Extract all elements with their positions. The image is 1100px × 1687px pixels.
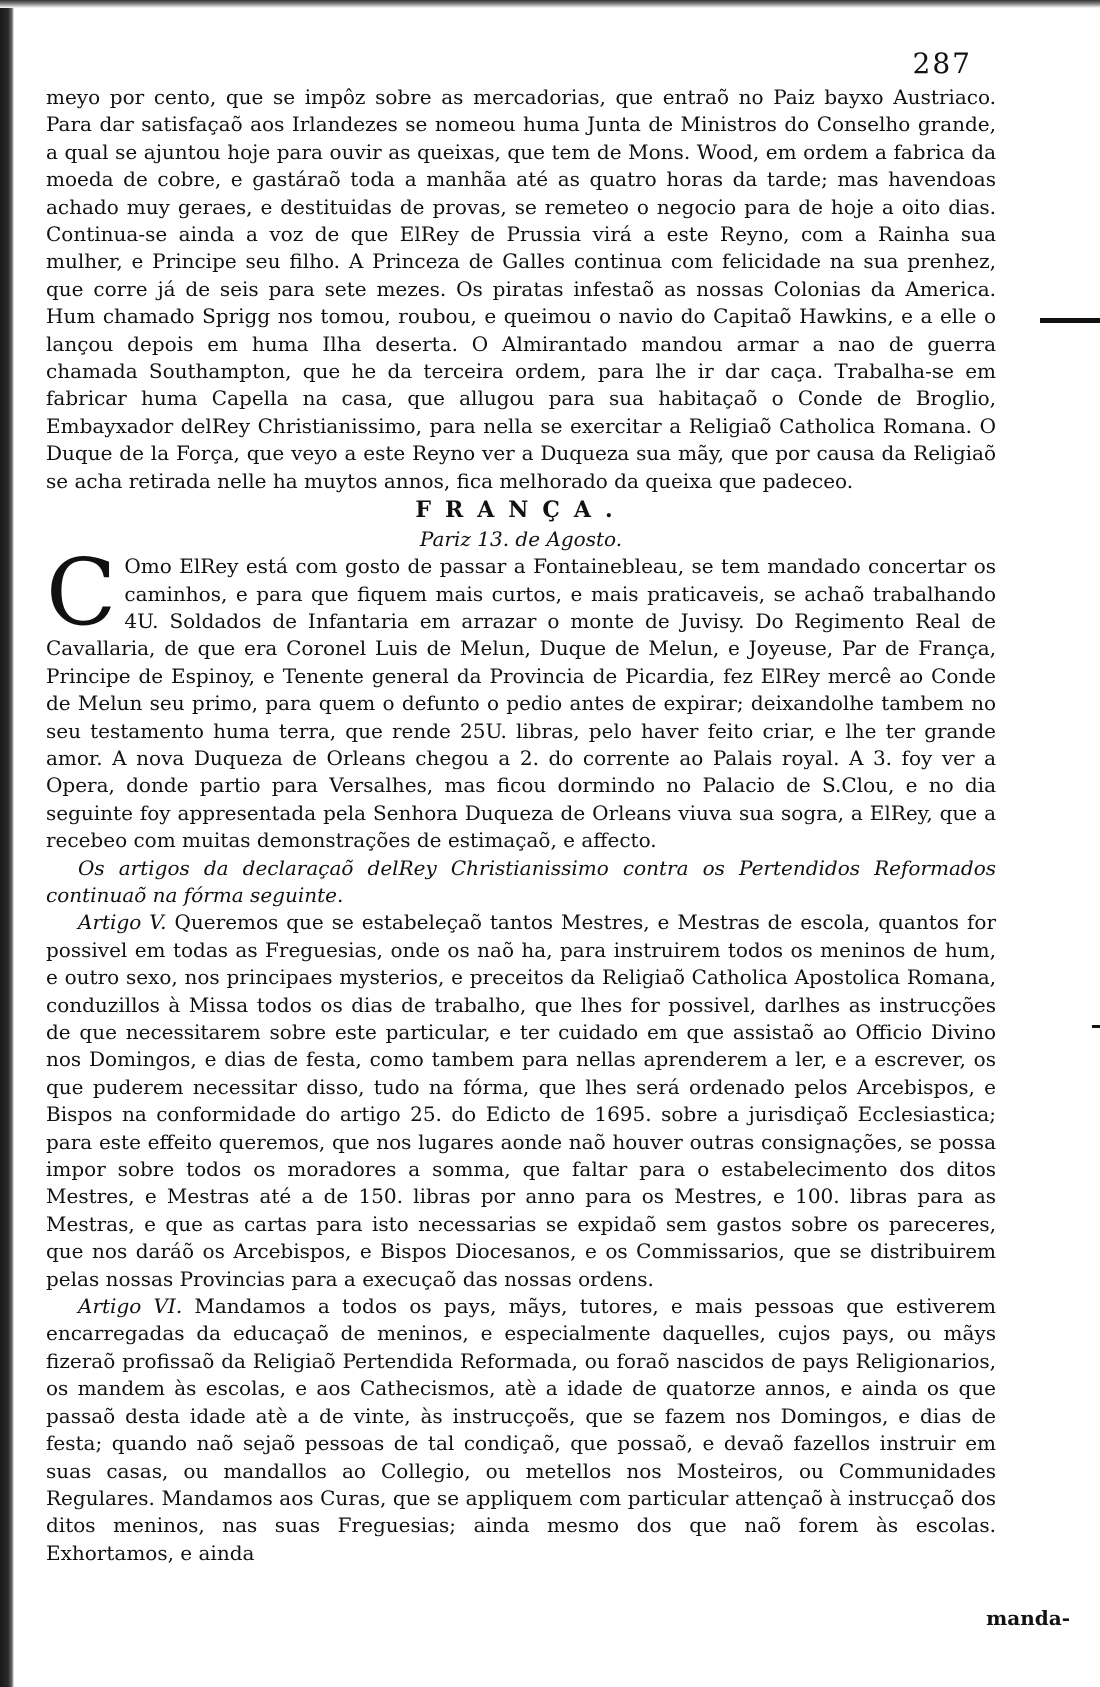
gazette-page <box>46 40 996 1670</box>
margin-ink-mark <box>1040 318 1100 323</box>
article-text: Queremos que se estabeleçaõ tantos Mestres, e Mestras de escola, quantos for possivel em todas as Freguesias, onde os naõ ha, para instruirem todos os meninos de hum, e outro sexo, nos principaes mysterios, e preceitos da Religiaõ Catholica Apostolica Romana, conduzillos à Missa todos os dias de trabalho, que lhes for possivel, darlhes as instrucções de que necessitarem sobre este particular, e ter cuidado em que assistaõ ao Officio Divino nos Domingos, e dias de festa, como tambem para nellas aprenderem a ler, e a escrever, os que puderem necessitar disso, tudo na fórma, que lhes será ordenado pelos Arcebispos, e Bispos na conformidade do artigo 25. do Edicto de 1695. sobre a jurisdiçaõ Ecclesiastica; para este effeito queremos, que nos lugares aonde naõ houver outras consignações, se possa impor sobre todos os moradores a somma, que faltar para o estabelecimento dos ditos Mestres, e Mestras até a de 150. libras por anno para os Mestres, e 100. libras para as Mestras, e que as cartas para isto necessarias se expidaõ sem gastos sobre os pareceres, que nos daráõ os Arcebispos, e Bispos Diocesanos, e os Commissarios, que se distribuirem pelas nossas Provincias para a execuçaõ das nossas ordens. <box>46 910 997 1291</box>
article-label: Artigo VI. <box>78 1294 183 1319</box>
article-v <box>46 909 996 1293</box>
dateline: Pariz 13. de Agosto. <box>419 527 623 552</box>
article-text: Mandamos a todos os pays, mãys, tutores, e mais pessoas que estiverem encarregadas da educaçaõ de meninos, e especialmente daquelles, cujos pays, ou mãys fizeraõ profissaõ da Religiaõ Pertendida Reformada, ou foraõ nascidos de pays Religionarios, os mandem às escolas, e aos Cathecismos, atè a idade de quatorze annos, e ainda os que passaõ desta idade atè a de vinte, às instrucçoẽs, que se fazem nos Domingos, e dias de festa; quando naõ sejaõ pessoas de tal condiçaõ, que possaõ, e devaõ fazellos instruir em suas casas, ou mandallos ao Collegio, ou metellos nos Mosteiros, ou Communidades Regulares. Mandamos aos Curas, que se appliquem com particular attençaõ à instrucçaõ dos ditos meninos, nas suas Freguesias; ainda mesmo dos que naõ forem às escolas. Exhortamos, e ainda <box>46 1294 997 1565</box>
declaration-intro: Os artigos da declaraçaõ delRey Christianissimo contra os Pertendidos Reformados continuaõ na fórma seguinte. <box>46 855 996 907</box>
article-label: Artigo V. <box>78 910 167 935</box>
france-news-text: Omo ElRey está com gosto de passar a Fontainebleau, se tem mandado concertar os caminhos, e para que fiquem mais curtos, e mais praticaveis, se achaõ trabalhando 4U. Soldados de Infantaria em arrazar o monte de Juvisy. Do Regimento Real de Cavallaria, de que era Coronel Luis de Melun, Duque de Melun, e Joyeuse, Par de França, Principe de Espinoy, e Tenente general da Provincia de Picardia, fez ElRey mercê ao Conde de Melun seu primo, para quem o defunto o pedio antes de expirar; deixandolhe tambem no seu testamento huma terra, que rende 25U. libras, pelo haver feito criar, e lhe ter grande amor. A nova Duqueza de Orleans chegou a 2. do corrente ao Palais royal. A 3. foy ver a Opera, donde partio para Versalhes, mas ficou dormindo no Palacio de S.Clou, e no dia seguinte foy appresentada pela Senhora Duqueza de Orleans viuva sua sogra, a ElRey, que a recebeo com muitas demonstrações de estimaçaõ, e affecto. <box>46 554 996 853</box>
page-number: 287 <box>912 47 972 80</box>
section-heading-france: FRANÇA. <box>415 497 627 524</box>
drop-cap: C <box>46 539 117 647</box>
margin-ink-mark <box>1092 1025 1100 1028</box>
england-news-paragraph: meyo por cento, que se impôz sobre as mercadorias, que entraõ no Paiz bayxo Austriaco. Para dar satisfaçaõ aos Irlandezes se nomeou huma Junta de Ministros do Conselho grande, a qual se ajuntou hoje para ouvir as queixas, que tem de Mons. Wood, em ordem a fabrica da moeda de cobre, e gastáraõ toda a manhãa até as quatro horas da tarde; mas havendoas achado muy geraes, e destituidas de provas, se remeteo o negocio para de hoje a oito dias. Continua-se ainda a voz de que ElRey de Prussia virá a este Reyno, com a Rainha sua mulher, e Principe seu filho. A Princeza de Galles continua com felicidade na sua prenhez, que corre já de seis para sete mezes. Os piratas infestaõ as nossas Colonias da America. Hum chamado Sprigg nos tomou, roubou, e queimou o navio do Capitaõ Hawkins, e a elle o lançou depois em huma Ilha deserta. O Almirantado mandou armar a nao de guerra chamada Southampton, que he da terceira ordem, para lhe ir dar caça. Trabalha-se em fabricar huma Capella na casa, que allugou para sua habitaçaõ o Conde de Broglio, Embayxador delRey Christianissimo, para nella se exercitar a Religiaõ Catholica Romana. O Duque de la Força, que veyo a este Reyno ver a Duqueza sua mãy, que por causa da Religiaõ se acha retirada nelle ha muytos annos, fica melhorado da queixa que padeceo. <box>46 85 996 493</box>
scan-edge-shadow <box>0 0 14 1687</box>
article-vi <box>46 1293 996 1567</box>
catchword: manda- <box>986 1606 1070 1630</box>
scan-top-shadow <box>0 0 1100 8</box>
